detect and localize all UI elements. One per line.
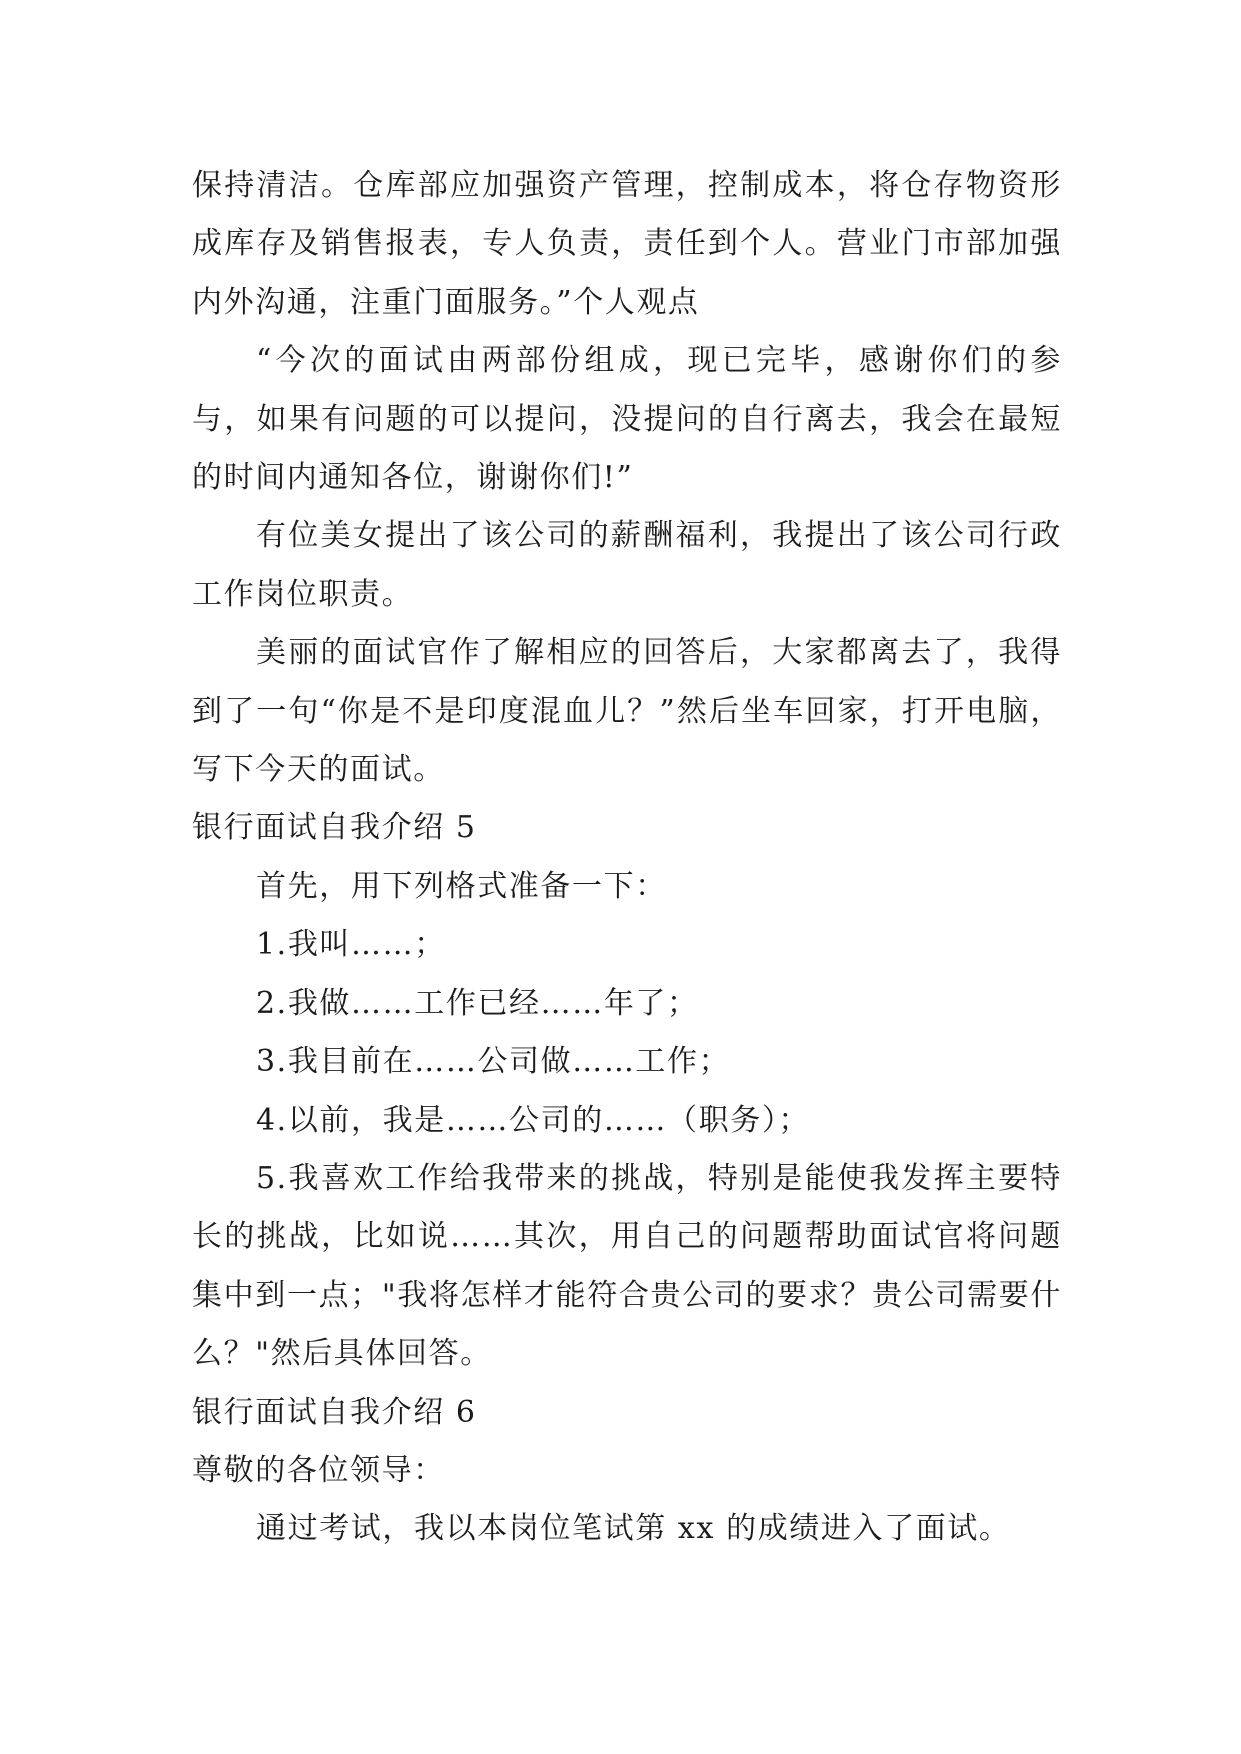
paragraph-continuation: 保持清洁。仓库部应加强资产管理，控制成本，将仓存物资形成库存及销售报表，专人负责，责任到个人。营业门市部加强内外沟通，注重门面服务。”个人观点 xyxy=(192,168,1062,320)
list-item-3: 3.我目前在……公司做……工作； xyxy=(256,1044,731,1080)
paragraph-questions: 有位美女提出了该公司的薪酬福利，我提出了该公司行政工作岗位职责。 xyxy=(192,518,1062,612)
paragraph-interviewer-quote: “今次的面试由两部份组成，现已完毕，感谢你们的参与，如果有问题的可以提问，没提问的自行离去，我会在最短的时间内通知各位，谢谢你们!” xyxy=(192,343,1062,496)
list-item-2: 2.我做……工作已经……年了； xyxy=(256,985,699,1021)
paragraph-ending: 美丽的面试官作了解相应的回答后，大家都离去了，我得到了一句“你是不是印度混血儿？”然后坐车回家，打开电脑，写下今天的面试。 xyxy=(192,635,1062,788)
list-item-4: 4.以前，我是……公司的……（职务）； xyxy=(256,1102,811,1138)
paragraph-format-intro: 首先，用下列格式准备一下： xyxy=(256,868,667,904)
list-item-5: 5.我喜欢工作给我带来的挑战，特别是能使我发挥主要特长的挑战，比如说……其次，用自己的问题帮助面试官将问题集中到一点；"我将怎样才能符合贵公司的要求？贵公司需要什么？"然后具体回答。 xyxy=(192,1160,1062,1372)
list-item-1: 1.我叫……； xyxy=(256,927,446,963)
paragraph-exam-result: 通过考试，我以本岗位笔试第 xx 的成绩进入了面试。 xyxy=(256,1511,1011,1547)
salutation: 尊敬的各位领导： xyxy=(192,1452,445,1488)
document-body xyxy=(192,157,1062,1559)
section-heading-6: 银行面试自我介绍 6 xyxy=(192,1394,477,1430)
section-heading-5: 银行面试自我介绍 5 xyxy=(192,810,477,846)
